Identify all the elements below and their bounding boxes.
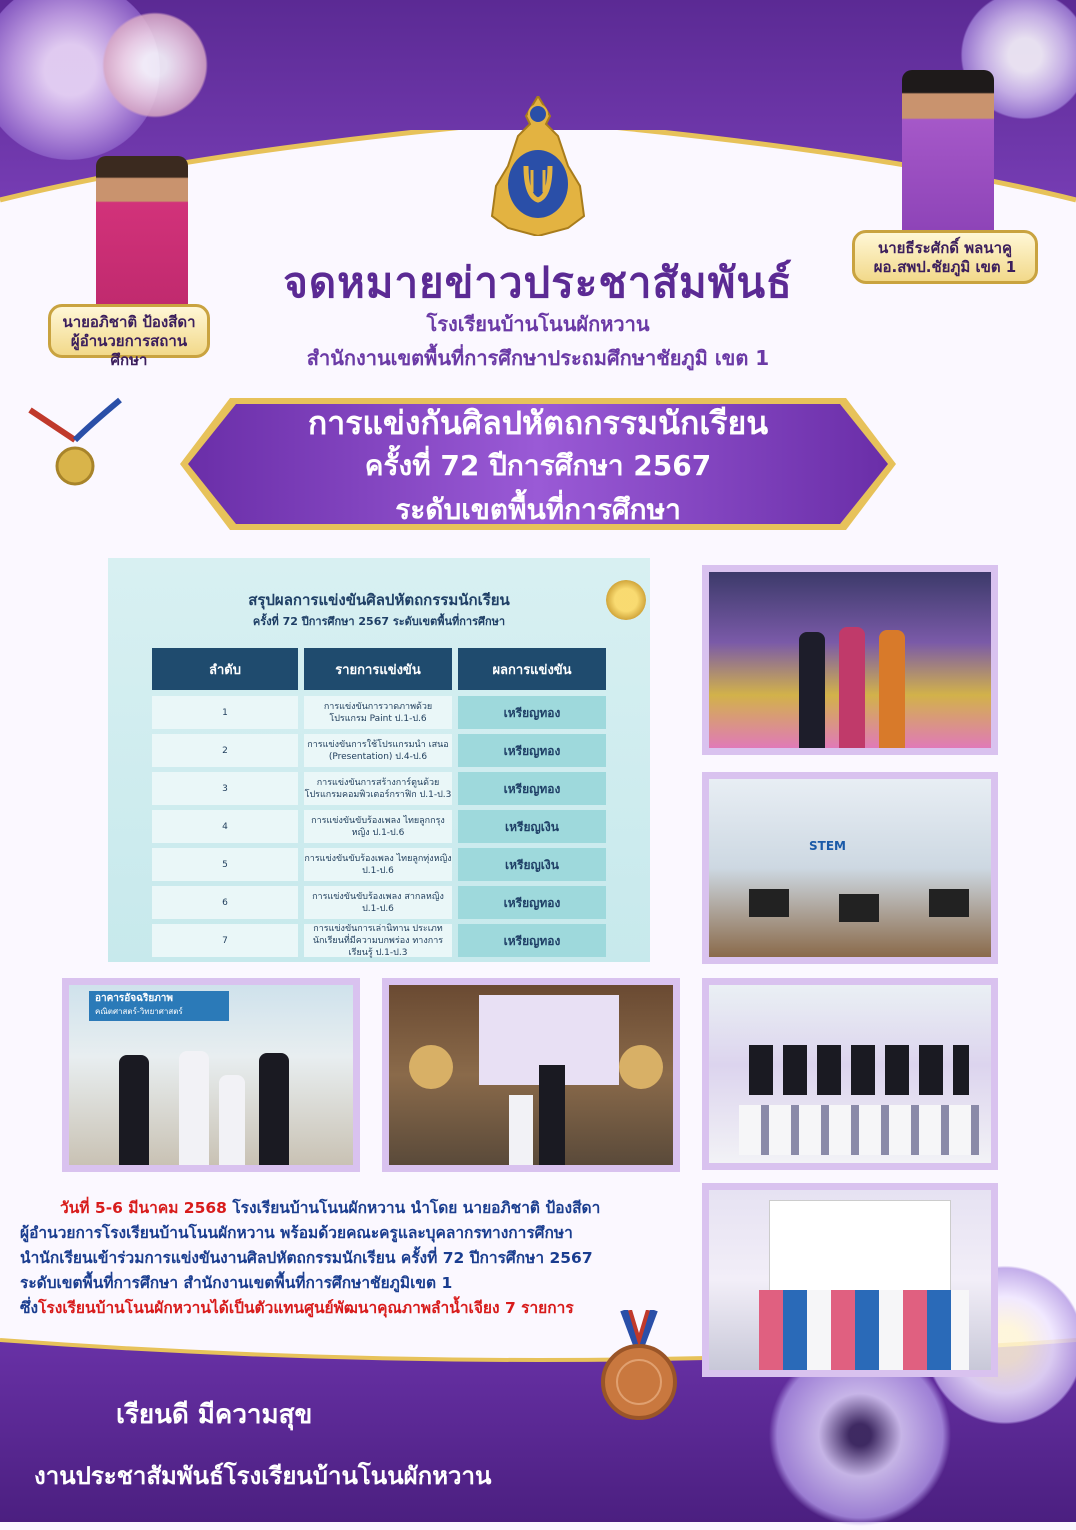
right-person-role: ผอ.สพป.ชัยภูมิ เขต 1: [873, 258, 1017, 276]
footer-motto: เรียนดี มีความสุข: [116, 1400, 313, 1430]
row-event: การแข่งขันขับร้องเพลง สากลหญิง ป.1-ป.6: [304, 886, 452, 919]
photo-group-students: [702, 978, 998, 1170]
summary-title: สรุปผลการแข่งขันศิลปหัตถกรรมนักเรียน: [248, 591, 510, 609]
gold-medal-icon: [20, 390, 130, 490]
row-result: เหรียญเงิน: [458, 810, 606, 843]
header-result: ผลการแข่งขัน: [458, 648, 606, 690]
header-event: รายการแข่งขัน: [304, 648, 452, 690]
row-number: 7: [152, 924, 298, 957]
left-person-role: ผู้อำนวยการสถานศึกษา: [70, 332, 188, 369]
photo-ceremony-stage: [702, 565, 998, 755]
row-event: การแข่งขันขับร้องเพลง ไทยลูกกรุง หญิง ป.1-ป.6: [304, 810, 452, 843]
row-number: 5: [152, 848, 298, 881]
news-line-1: [20, 1196, 680, 1221]
news-line-4: ระดับเขตพื้นที่การศึกษา สำนักงานเขตพื้นที่การศึกษาชัยภูมิเขต 1: [20, 1274, 453, 1292]
flower-decoration-top-left-2: [100, 10, 210, 120]
row-event: การแข่งขันการวาดภาพด้วย โปรแกรม Paint ป.1-ป.6: [304, 696, 452, 729]
banner-line-1: การแข่งกันศิลปหัตถกรรมนักเรียน: [307, 404, 769, 442]
page-title: จดหมายข่าวประชาสัมพันธ์: [283, 258, 793, 307]
news-line-1-text: โรงเรียนบ้านโนนผักหวาน นำโดย นายอภิชาติ ป้องสีดา: [226, 1199, 601, 1217]
row-result: เหรียญทอง: [458, 772, 606, 805]
stem-sign: STEM: [809, 839, 846, 853]
row-number: 2: [152, 734, 298, 767]
row-event: การแข่งขันการเล่านิทาน ประเภทนักเรียนที่มีความบกพร่อง ทางการเรียนรู้ ป.1-ป.3: [304, 924, 452, 957]
right-person-name: นายธีระศักดิ์ พลนาคู: [877, 239, 1013, 257]
news-line-5: [20, 1296, 680, 1321]
footer-pr-unit: งานประชาสัมพันธ์โรงเรียนบ้านโนนผักหวาน: [34, 1462, 492, 1490]
event-date: วันที่ 5-6 มีนาคม 2568: [60, 1199, 227, 1217]
row-event: การแข่งขันขับร้องเพลง ไทยลูกทุ่งหญิง ป.1-ป.6: [304, 848, 452, 881]
office-name: สำนักงานเขตพื้นที่การศึกษาประถมศึกษาชัยภูมิ เขต 1: [306, 346, 770, 370]
row-event: การแข่งขันการใช้โปรแกรมนำ เสนอ (Presentation) ป.4-ป.6: [304, 734, 452, 767]
news-line-2: ผู้อำนวยการโรงเรียนบ้านโนนผักหวาน พร้อมด้วยคณะครูและบุคลากรทางการศึกษา: [20, 1224, 573, 1242]
medal-decoration-icon: [606, 580, 646, 620]
left-person-name: นายอภิชาติ ป้องสีดา: [62, 313, 196, 331]
building-sign-text: อาคารอัจฉริยภาพ: [95, 993, 174, 1004]
row-event: การแข่งขันการสร้างการ์ตูนด้วย โปรแกรมคอมพิวเตอร์กราฟิก ป.1-ป.3: [304, 772, 452, 805]
right-person-photo: [902, 70, 994, 230]
row-number: 3: [152, 772, 298, 805]
banner-line-3: ระดับเขตพื้นที่การศึกษา: [395, 493, 681, 526]
photo-exhibition-booth: [382, 978, 680, 1172]
obec-logo-icon: [488, 96, 588, 236]
news-body: [20, 1196, 680, 1321]
news-line-3: นำนักเรียนเข้าร่วมการแข่งขันงานศิลปหัตถกรรมนักเรียน ครั้งที่ 72 ปีการศึกษา 2567: [20, 1249, 593, 1267]
school-name: โรงเรียนบ้านโนนผักหวาน: [426, 312, 650, 336]
row-number: 6: [152, 886, 298, 919]
row-result: เหรียญทอง: [458, 696, 606, 729]
row-result: เหรียญเงิน: [458, 848, 606, 881]
row-result: เหรียญทอง: [458, 924, 606, 957]
row-result: เหรียญทอง: [458, 886, 606, 919]
row-number: 1: [152, 696, 298, 729]
photo-computer-lab: [702, 772, 998, 964]
news-line-5-prefix: ซึ่ง: [20, 1299, 39, 1317]
building-sign-subtext: คณิตศาสตร์-วิทยาศาสตร์: [95, 1007, 183, 1016]
photo-school-building: [62, 978, 360, 1172]
photo-award-group: [702, 1183, 998, 1377]
news-line-5-highlight: โรงเรียนบ้านโนนผักหวานได้เป็นตัวแทนศูนย์พัฒนาคุณภาพลำน้ำเจียง 7 รายการ: [38, 1299, 574, 1317]
banner-line-2: ครั้งที่ 72 ปีการศึกษา 2567: [364, 449, 712, 482]
results-summary-card: [108, 558, 650, 962]
row-number: 4: [152, 810, 298, 843]
summary-subtitle: ครั้งที่ 72 ปีการศึกษา 2567 ระดับเขตพื้นที่การศึกษา: [252, 615, 506, 628]
row-result: เหรียญทอง: [458, 734, 606, 767]
header-order: ลำดับ: [152, 648, 298, 690]
bronze-medal-icon: [594, 1310, 684, 1420]
